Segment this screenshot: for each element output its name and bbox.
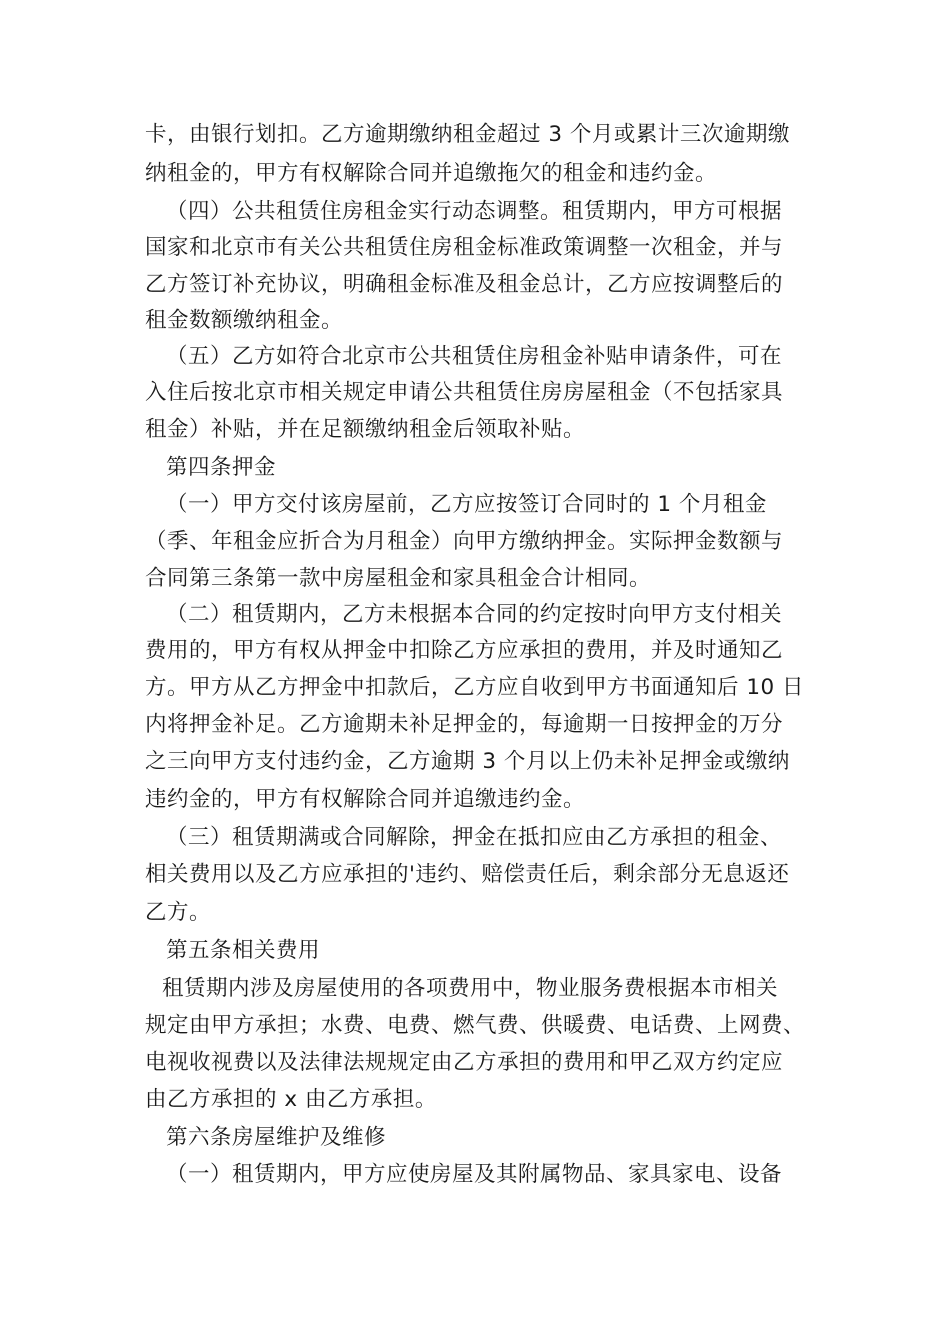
section-heading: 第四条押金: [166, 455, 277, 480]
text-line: 乙方签订补充协议，明确租金标准及租金总计，乙方应按调整后的: [145, 272, 784, 297]
text-line: 方。甲方从乙方押金中扣款后，乙方应自收到甲方书面通知后 10 日: [145, 675, 805, 700]
text-line: 由乙方承担的 x 由乙方承担。: [145, 1087, 437, 1112]
text-line: 租赁期内涉及房屋使用的各项费用中，物业服务费根据本市相关: [162, 976, 779, 1001]
text-line: 费用的，甲方有权从押金中扣除乙方应承担的费用，并及时通知乙: [145, 638, 784, 663]
text-line: 电视收视费以及法律法规规定由乙方承担的费用和甲乙双方约定应: [145, 1050, 784, 1075]
section-heading: 第五条相关费用: [166, 938, 321, 963]
text-line: 纳租金的，甲方有权解除合同并追缴拖欠的租金和违约金。: [145, 161, 718, 186]
text-line: （二）租赁期内，乙方未根据本合同的约定按时向甲方支付相关: [166, 602, 783, 627]
text-line: 相关费用以及乙方应承担的'违约、赔偿责任后，剩余部分无息返还: [145, 862, 790, 887]
text-line: 合同第三条第一款中房屋租金和家具租金合计相同。: [145, 566, 652, 591]
text-line: 国家和北京市有关公共租赁住房租金标准政策调整一次租金，并与: [145, 235, 784, 260]
text-line: （一）租赁期内，甲方应使房屋及其附属物品、家具家电、设备: [166, 1162, 783, 1187]
text-line: （五）乙方如符合北京市公共租赁住房租金补贴申请条件，可在: [166, 344, 783, 369]
text-line: （一）甲方交付该房屋前，乙方应按签订合同时的 1 个月租金: [166, 492, 767, 517]
text-line: 之三向甲方支付违约金，乙方逾期 3 个月以上仍未补足押金或缴纳: [145, 749, 790, 774]
text-line: 卡，由银行划扣。乙方逾期缴纳租金超过 3 个月或累计三次逾期缴: [145, 122, 790, 147]
text-line: 入住后按北京市相关规定申请公共租赁住房房屋租金（不包括家具: [145, 380, 784, 405]
text-line: 内将押金补足。乙方逾期未补足押金的，每逾期一日按押金的万分: [145, 712, 784, 737]
text-line: （三）租赁期满或合同解除，押金在抵扣应由乙方承担的租金、: [166, 825, 783, 850]
text-line: 乙方。: [145, 900, 212, 925]
section-heading: 第六条房屋维护及维修: [166, 1125, 387, 1150]
text-line: 租金数额缴纳租金。: [145, 308, 344, 333]
text-line: （季、年租金应折合为月租金）向甲方缴纳押金。实际押金数额与: [145, 529, 784, 554]
text-line: 规定由甲方承担；水费、电费、燃气费、供暖费、电话费、上网费、: [145, 1013, 806, 1038]
text-line: 违约金的，甲方有权解除合同并追缴违约金。: [145, 787, 586, 812]
text-line: （四）公共租赁住房租金实行动态调整。租赁期内，甲方可根据: [166, 199, 783, 224]
text-line: 租金）补贴，并在足额缴纳租金后领取补贴。: [145, 417, 586, 442]
